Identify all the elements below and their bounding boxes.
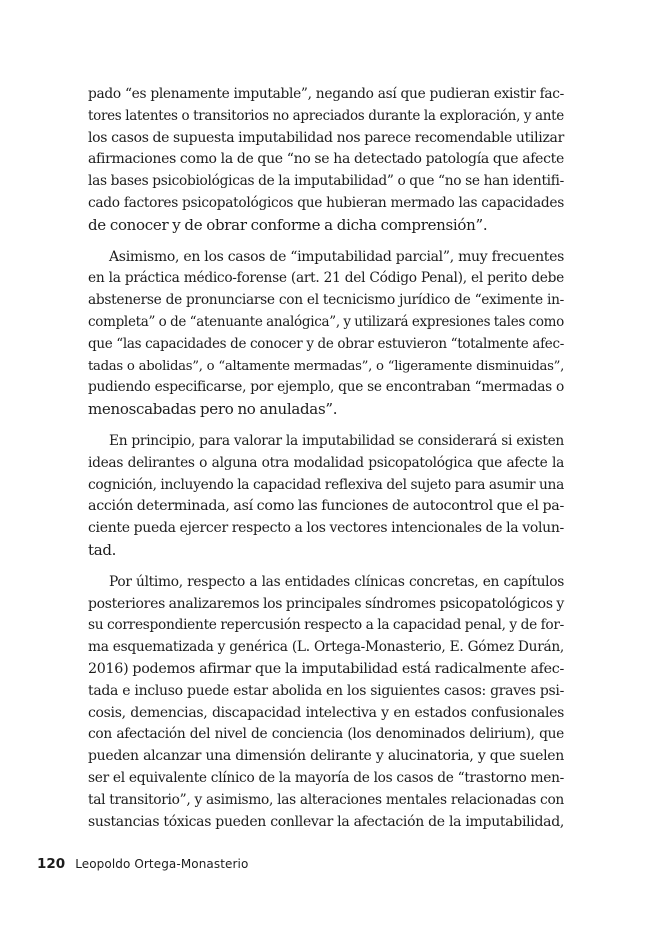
text-line: posteriores analizaremos los principales síndromes psicopatológicos y bbox=[88, 595, 564, 612]
paragraph-2 bbox=[88, 247, 564, 421]
text-line: pueden alcanzar una dimensión delirante y alucinatoria, y que suelen bbox=[88, 748, 564, 765]
text-line: En principio, para valorar la imputabilidad se considerará si existen bbox=[109, 432, 564, 449]
body-text bbox=[88, 84, 564, 843]
page-footer bbox=[37, 856, 248, 872]
paragraph-4 bbox=[88, 572, 564, 834]
text-line: Asimismo, en los casos de “imputabilidad parcial”, muy frecuentes bbox=[109, 248, 564, 265]
text-line: pado “es plenamente imputable”, negando así que pudieran existir fac- bbox=[88, 86, 564, 102]
text-line: su correspondiente repercusión respecto a la capacidad penal, y de for- bbox=[88, 617, 564, 634]
text-line: ma esquematizada y genérica (L. Ortega-Monasterio, E. Gómez Durán, bbox=[88, 639, 564, 656]
text-line: ser el equivalente clínico de la mayoría de los casos de “trastorno men- bbox=[88, 769, 564, 786]
text-line: tada e incluso puede estar abolida en los siguientes casos: graves psi- bbox=[88, 682, 564, 699]
text-line: de conocer y de obrar conforme a dicha comprensión”. bbox=[88, 215, 488, 234]
text-line: acción determinada, así como las funciones de autocontrol que el pa- bbox=[88, 498, 564, 515]
text-line: ciente pueda ejercer respecto a los vectores intencionales de la volun- bbox=[88, 520, 564, 537]
running-footer-author: Leopoldo Ortega-Monasterio bbox=[75, 857, 249, 871]
text-line: los casos de supuesta imputabilidad nos parece recomendable utilizar bbox=[88, 129, 564, 146]
text-line: cado factores psicopatológicos que hubieran mermado las capacidades bbox=[88, 194, 564, 211]
text-line: en la práctica médico-forense (art. 21 del Código Penal), el perito debe bbox=[88, 270, 564, 287]
text-line: cosis, demencias, discapacidad intelectiva y en estados confusionales bbox=[88, 704, 564, 721]
text-line: pudiendo especificarse, por ejemplo, que se encontraban “mermadas o bbox=[88, 379, 564, 396]
paragraph-1 bbox=[88, 84, 564, 237]
text-line: con afectación del nivel de conciencia (los denominados delirium), que bbox=[88, 726, 564, 743]
page-number: 120 bbox=[37, 856, 66, 872]
text-line: Por último, respecto a las entidades clínicas concretas, en capítulos bbox=[109, 573, 564, 590]
text-line: sustancias tóxicas pueden conllevar la afectación de la imputabilidad, bbox=[88, 813, 564, 830]
text-line: afirmaciones como la de que “no se ha detectado patología que afecte bbox=[88, 151, 564, 168]
text-line: ideas delirantes o alguna otra modalidad psicopatológica que afecte la bbox=[88, 454, 564, 471]
text-line: tadas o abolidas”, o “altamente mermadas”, o “ligeramente disminuidas”, bbox=[88, 358, 564, 374]
text-line: tal transitorio”, y asimismo, las alteraciones mentales relacionadas con bbox=[88, 791, 564, 808]
text-line: tad. bbox=[88, 540, 117, 559]
text-line: las bases psicobiológicas de la imputabilidad” o que “no se han identifi- bbox=[88, 173, 564, 190]
text-line: abstenerse de pronunciarse con el tecnicismo jurídico de “eximente in- bbox=[88, 292, 564, 309]
paragraph-3 bbox=[88, 431, 564, 562]
text-line: menoscabadas pero no anuladas”. bbox=[88, 400, 338, 419]
text-line: que “las capacidades de conocer y de obrar estuvieron “totalmente afec- bbox=[88, 335, 564, 352]
text-line: cognición, incluyendo la capacidad reflexiva del sujeto para asumir una bbox=[88, 476, 564, 493]
text-line: 2016) podemos afirmar que la imputabilidad está radicalmente afec- bbox=[88, 660, 564, 677]
text-line: tores latentes o transitorios no apreciados durante la exploración, y ante bbox=[88, 107, 564, 124]
text-line: completa” o de “atenuante analógica”, y utilizará expresiones tales como bbox=[88, 313, 564, 330]
